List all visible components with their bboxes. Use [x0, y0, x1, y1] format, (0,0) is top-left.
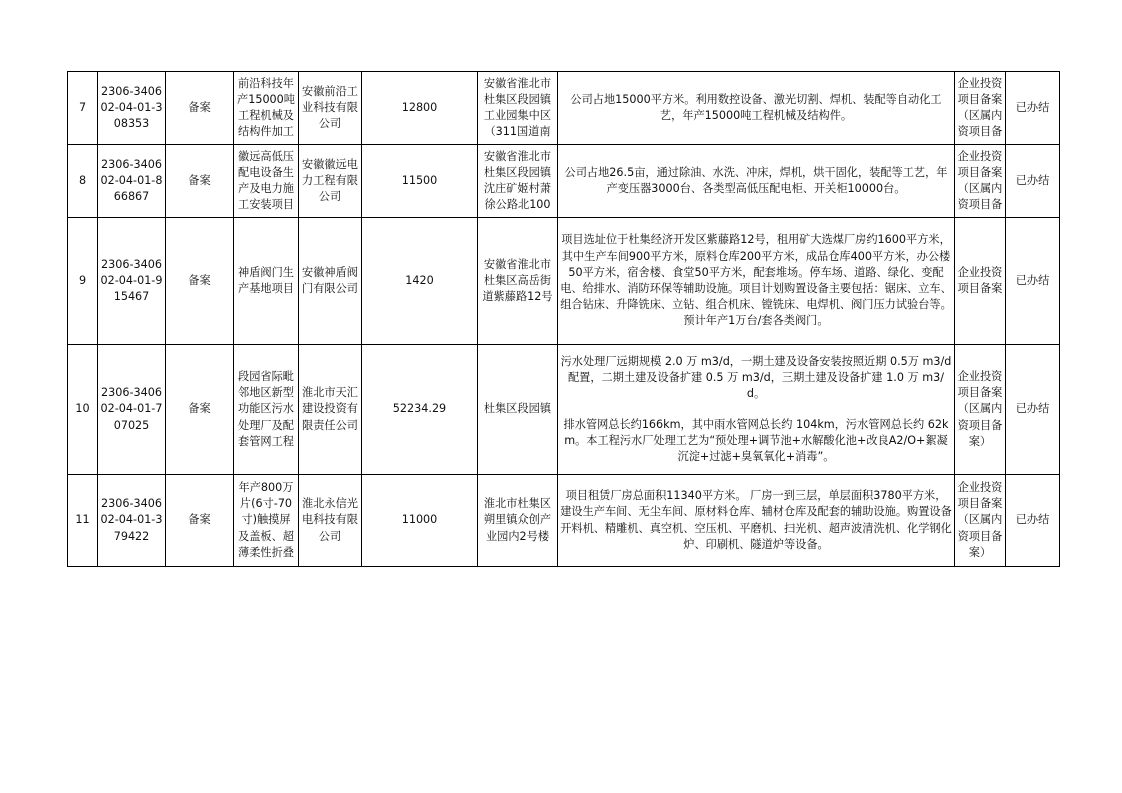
location-cell: 淮北市杜集区朔里镇众创产业园内2号楼	[478, 475, 558, 567]
project-code-cell: 2306-340602-04-01-866867	[98, 145, 166, 218]
type-cell: 备案	[166, 145, 234, 218]
project-code-cell: 2306-340602-04-01-707025	[98, 345, 166, 475]
category-text: 企业投资项目备案（区属内资项目备	[957, 76, 1003, 139]
category-text: 企业投资项目备案（区属内资项目备	[957, 149, 1003, 212]
content-cell	[558, 345, 955, 475]
table-row	[68, 475, 1060, 567]
content-paragraph: 项目选址位于杜集经济开发区紫藤路12号，租用矿大选煤厂房约1600平方米，其中生产车间900平方米，原料仓库200平方米，成品仓库400平方米，办公楼50平方米，宿舍楼、食堂50平方米，配套堆场。停车场、道路、绿化、变配电、给排水、消防环保等辅助设施。项目计划购置设备主要包括：锯床、立车、组合钻床、升降铣床、立钻、组合机床、镗铣床、电焊机、阀门压力试验台等。预计年产1万台/套各类阀门。	[560, 233, 952, 328]
type-cell: 备案	[166, 475, 234, 567]
content-paragraph: 项目租赁厂房总面积11340平方米。 厂房一到三层，单层面积3780平方米，建设生产车间、无尘车间、原材料仓库、辅材仓库及配套的辅助设施。购置设备开料机、精雕机、真空机、空压机、平磨机、扫光机、超声波清洗机、化学钢化炉、印刷机、隧道炉等设备。	[560, 489, 952, 551]
content-paragraph: 公司占地15000平方米。利用数控设备、激光切割、焊机、装配等自动化工艺，年产15000吨工程机械及结构件。	[570, 92, 942, 122]
project-name-cell	[234, 475, 299, 567]
content-cell	[558, 475, 955, 567]
company-cell: 淮北市天汇建设投资有限责任公司	[299, 345, 362, 475]
project-name-text: 年产800万片(6寸-70寸)触摸屏及盖板、超薄柔性折叠	[238, 480, 294, 559]
seq-cell: 10	[68, 345, 98, 475]
table-row	[68, 218, 1060, 345]
location-cell: 安徽省淮北市杜集区高岳街道紫藤路12号	[478, 218, 558, 345]
investment-cell: 12800	[362, 72, 478, 145]
status-cell: 已办结	[1006, 218, 1060, 345]
type-cell: 备案	[166, 218, 234, 345]
seq-cell: 8	[68, 145, 98, 218]
table-row	[68, 145, 1060, 218]
company-cell: 安徽神盾阀门有限公司	[299, 218, 362, 345]
company-cell: 淮北永信光电科技有限公司	[299, 475, 362, 567]
location-text: 安徽省淮北市杜集区段园镇沈庄矿姬村萧徐公路北100	[483, 149, 552, 212]
status-cell: 已办结	[1006, 72, 1060, 145]
seq-cell: 7	[68, 72, 98, 145]
status-cell: 已办结	[1006, 475, 1060, 567]
investment-cell: 52234.29	[362, 345, 478, 475]
location-text: 安徽省淮北市杜集区段园镇工业园集中区（311国道南	[483, 76, 552, 139]
project-name-cell	[234, 145, 299, 218]
project-name-text: 徽远高低压配电设备生产及电力施工安装项目	[238, 149, 294, 212]
investment-cell: 11500	[362, 145, 478, 218]
investment-cell: 11000	[362, 475, 478, 567]
status-cell: 已办结	[1006, 145, 1060, 218]
project-code-cell: 2306-340602-04-01-379422	[98, 475, 166, 567]
project-code-cell: 2306-340602-04-01-915467	[98, 218, 166, 345]
category-cell: 企业投资项目备案	[955, 218, 1006, 345]
content-cell	[558, 145, 955, 218]
project-filing-table	[67, 71, 1060, 567]
location-cell	[478, 145, 558, 218]
seq-cell: 9	[68, 218, 98, 345]
location-cell: 杜集区段园镇	[478, 345, 558, 475]
table-row	[68, 345, 1060, 475]
project-code-cell: 2306-340602-04-01-308353	[98, 72, 166, 145]
company-cell: 安徽前沿工业科技有限公司	[299, 72, 362, 145]
content-paragraph: 污水处理厂远期规模 2.0 万 m3/d，一期土建及设备安装按照近期 0.5万 m3/d 配置，二期土建及设备扩建 0.5 万 m3/d，三期土建及设备扩建 1.0 万 m3/d。	[560, 354, 952, 401]
project-name-cell: 神盾阀门生产基地项目	[234, 218, 299, 345]
category-cell: 企业投资项目备案（区属内资项目备案）	[955, 475, 1006, 567]
table-row	[68, 72, 1060, 145]
seq-cell: 11	[68, 475, 98, 567]
content-cell	[558, 218, 955, 345]
category-cell	[955, 72, 1006, 145]
status-cell: 已办结	[1006, 345, 1060, 475]
location-cell	[478, 72, 558, 145]
content-paragraph: 排水管网总长约166km，其中雨水管网总长约 104km，污水管网总长约 62km。本工程污水厂处理工艺为“预处理+调节池+水解酸化池+改良A2/O+絮凝沉淀+过滤+臭氧氧化+消毒”。	[563, 417, 949, 463]
content-cell	[558, 72, 955, 145]
project-name-cell	[234, 72, 299, 145]
project-name-text: 前沿科技年产15000吨工程机械及结构件加工	[237, 76, 295, 139]
type-cell: 备案	[166, 72, 234, 145]
company-cell: 安徽徽远电力工程有限公司	[299, 145, 362, 218]
category-cell	[955, 145, 1006, 218]
project-name-cell: 段园省际毗邻地区新型功能区污水处理厂及配套管网工程	[234, 345, 299, 475]
investment-cell: 1420	[362, 218, 478, 345]
category-cell: 企业投资项目备案（区属内资项目备案）	[955, 345, 1006, 475]
content-paragraph: 公司占地26.5亩，通过除油、水洗、冲床，焊机，烘干固化，装配等工艺，年产变压器3000台、各类型高低压配电柜、开关柜10000台。	[564, 165, 948, 195]
type-cell: 备案	[166, 345, 234, 475]
